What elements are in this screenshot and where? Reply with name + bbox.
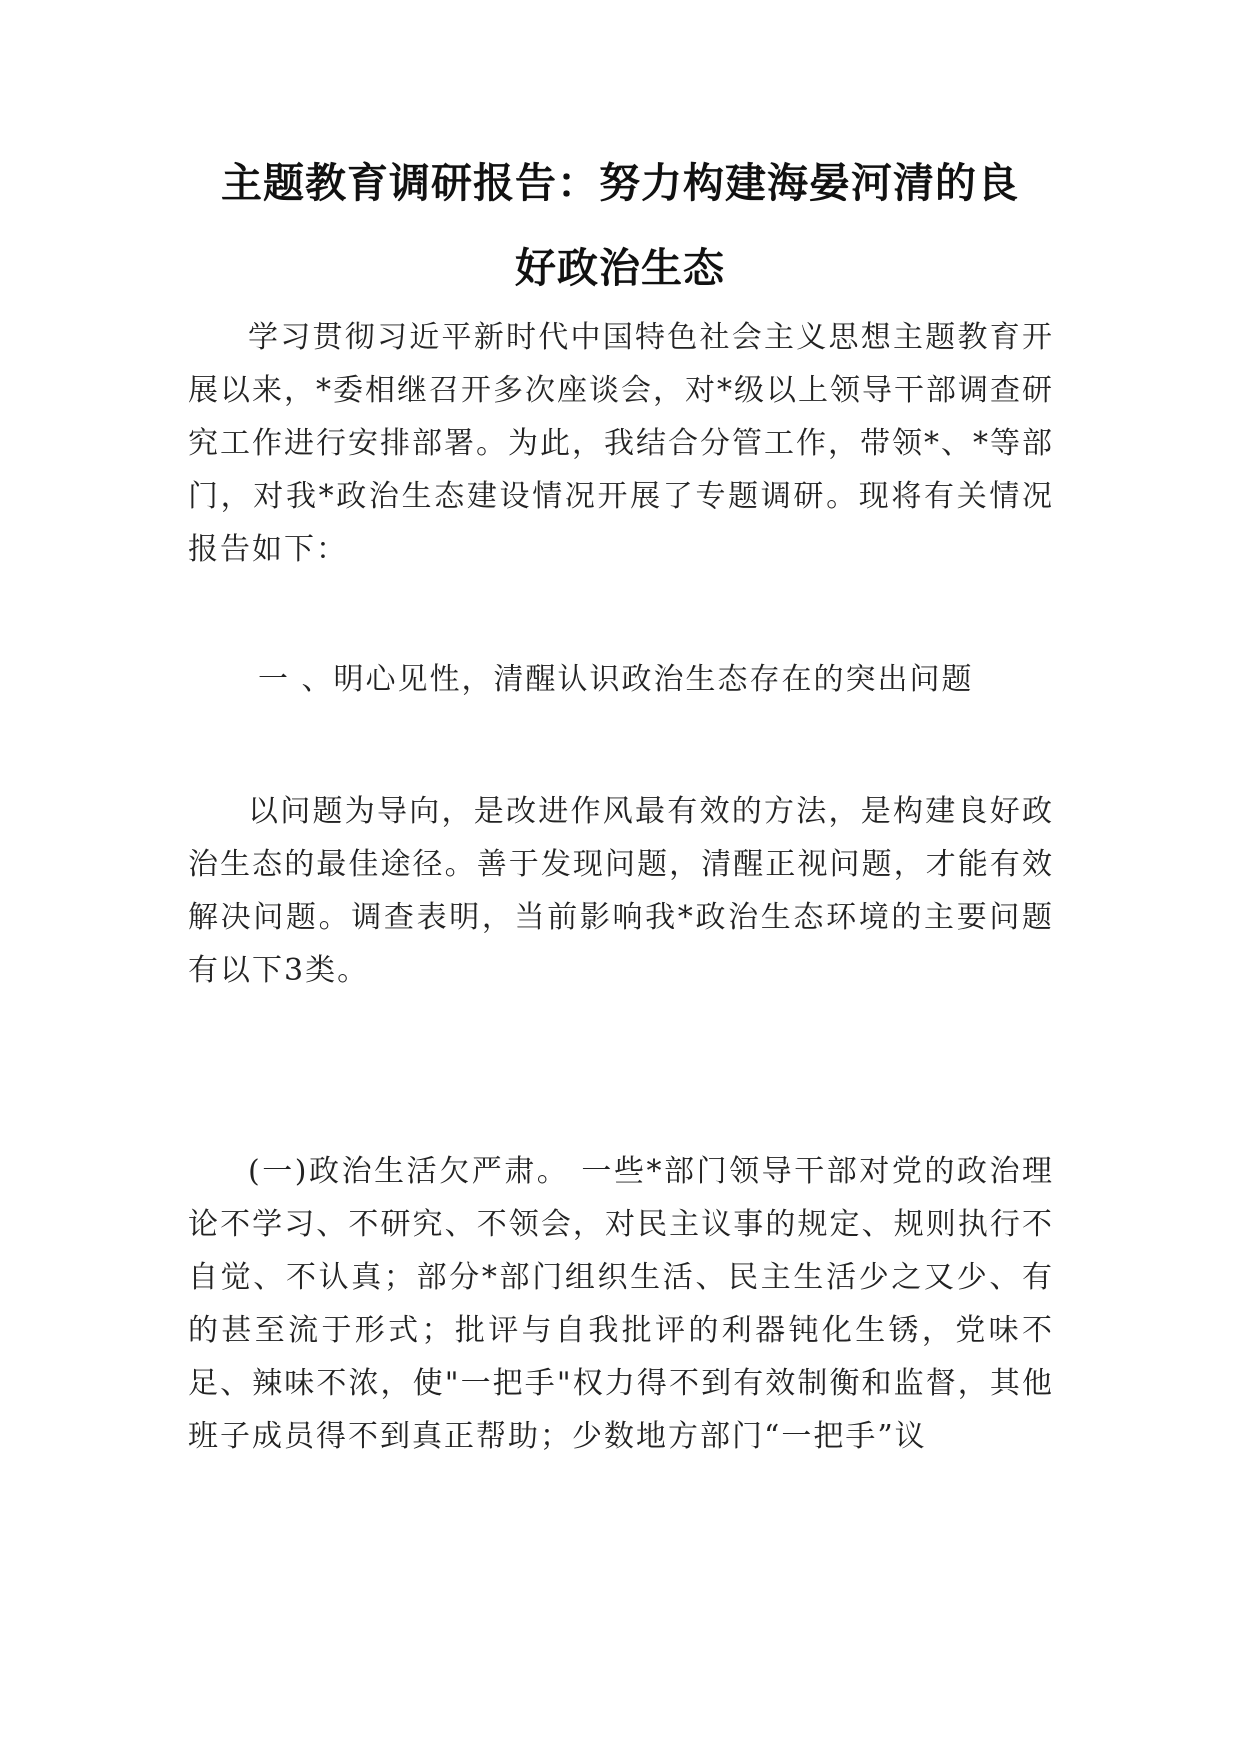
section-heading-1: 一 、明心见性，清醒认识政治生态存在的突出问题 xyxy=(258,662,974,697)
subsection-1-paragraph: (一)政治生活欠严肃。 一些*部门领导干部对党的政治理论不学习、不研究、不领会，对民主议事的规定、规则执行不自觉、不认真；部分*部门组织生活、民主生活少之又少、有的甚至流于形式；批评与自我批评的利器钝化生锈，党味不足、辣味不浓，使"一把手"权力得不到有效制衡和监督，其他班子成员得不到真正帮助；少数地方部门“一把手”议 xyxy=(188,1154,1054,1454)
problem-overview-paragraph: 以问题为导向，是改进作风最有效的方法，是构建良好政治生态的最佳途径。善于发现问题，清醒正视问题，才能有效解决问题。调查表明，当前影响我*政治生态环境的主要问题有以下3类。 xyxy=(188,794,1054,988)
document-title-line-1: 主题教育调研报告：努力构建海晏河清的良 xyxy=(221,159,1019,207)
intro-paragraph: 学习贯彻习近平新时代中国特色社会主义思想主题教育开展以来，*委相继召开多次座谈会，对*级以上领导干部调查研究工作进行安排部署。为此，我结合分管工作，带领*、*等部门，对我*政治生态建设情况开展了专题调研。现将有关情况报告如下： xyxy=(188,320,1054,567)
document-title-line-2: 好政治生态 xyxy=(515,244,725,292)
